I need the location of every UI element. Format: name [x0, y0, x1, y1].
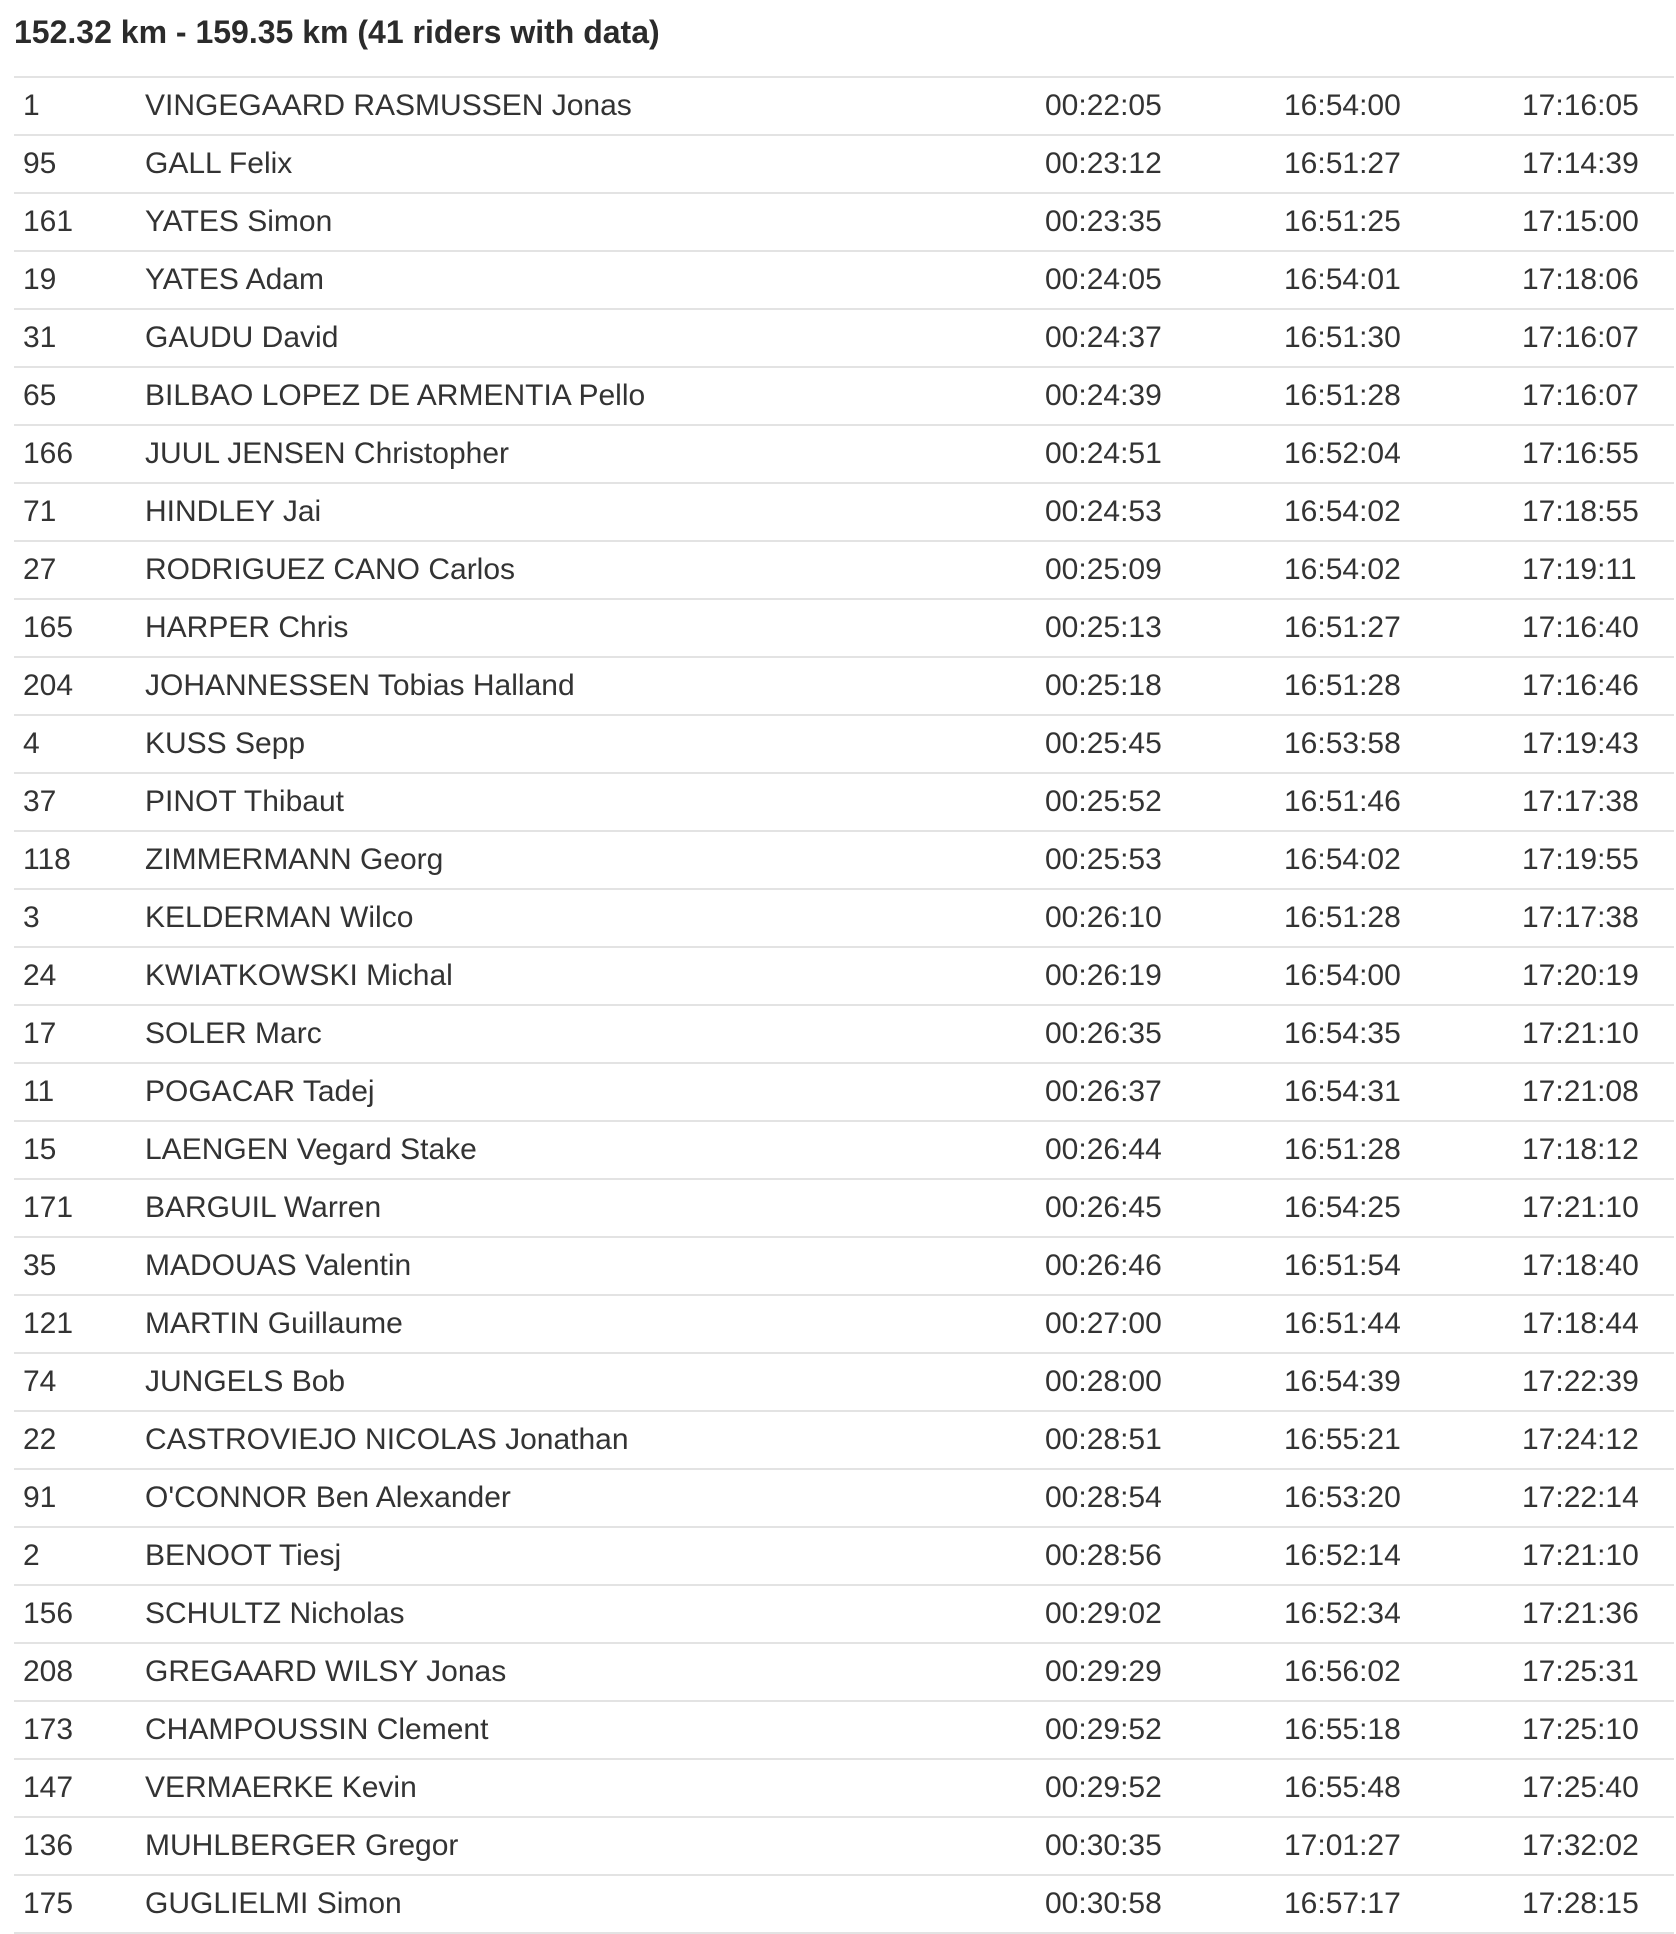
- rider-number: 175: [23, 1887, 74, 1920]
- rider-name: PINOT Thibaut: [145, 785, 344, 818]
- rider-name: RODRIGUEZ CANO Carlos: [145, 553, 516, 586]
- rider-number: 165: [23, 611, 74, 644]
- start-time: 16:51:25: [1284, 205, 1401, 238]
- results-table: [14, 76, 1674, 1934]
- rider-number: 71: [23, 495, 57, 528]
- end-time: 17:18:12: [1522, 1133, 1639, 1166]
- rider-name: MARTIN Guillaume: [145, 1307, 403, 1340]
- table-row: [14, 1006, 1674, 1064]
- rider-name: GREGAARD WILSY Jonas: [145, 1655, 507, 1688]
- table-row: [14, 948, 1674, 1006]
- rider-name: JOHANNESSEN Tobias Halland: [145, 669, 575, 702]
- end-time: 17:14:39: [1522, 147, 1639, 180]
- start-time: 16:51:28: [1284, 669, 1401, 702]
- rider-number: 22: [23, 1423, 57, 1456]
- start-time: 16:57:17: [1284, 1887, 1401, 1920]
- start-time: 16:54:00: [1284, 89, 1401, 122]
- start-time: 16:51:27: [1284, 147, 1401, 180]
- rider-number: 37: [23, 785, 57, 818]
- rider-number: 171: [23, 1191, 74, 1224]
- end-time: 17:24:12: [1522, 1423, 1639, 1456]
- segment-time: 00:24:05: [1045, 263, 1162, 296]
- end-time: 17:22:39: [1522, 1365, 1639, 1398]
- segment-time: 00:24:39: [1045, 379, 1162, 412]
- rider-number: 74: [23, 1365, 57, 1398]
- rider-number: 27: [23, 553, 57, 586]
- start-time: 16:54:00: [1284, 959, 1401, 992]
- rider-name: VERMAERKE Kevin: [145, 1771, 417, 1804]
- segment-time: 00:28:00: [1045, 1365, 1162, 1398]
- end-time: 17:18:06: [1522, 263, 1639, 296]
- segment-time: 00:23:35: [1045, 205, 1162, 238]
- segment-time: 00:29:02: [1045, 1597, 1162, 1630]
- start-time: 16:51:46: [1284, 785, 1401, 818]
- end-time: 17:18:55: [1522, 495, 1639, 528]
- end-time: 17:21:08: [1522, 1075, 1639, 1108]
- end-time: 17:32:02: [1522, 1829, 1639, 1862]
- table-row: [14, 1818, 1674, 1876]
- start-time: 16:54:02: [1284, 843, 1401, 876]
- end-time: 17:21:10: [1522, 1539, 1639, 1572]
- segment-time: 00:29:29: [1045, 1655, 1162, 1688]
- rider-number: 156: [23, 1597, 74, 1630]
- table-row: [14, 78, 1674, 136]
- start-time: 16:54:25: [1284, 1191, 1401, 1224]
- start-time: 16:55:48: [1284, 1771, 1401, 1804]
- segment-time: 00:25:18: [1045, 669, 1162, 702]
- table-row: [14, 658, 1674, 716]
- segment-time: 00:30:35: [1045, 1829, 1162, 1862]
- start-time: 16:51:44: [1284, 1307, 1401, 1340]
- rider-number: 118: [23, 843, 71, 876]
- segment-time: 00:26:44: [1045, 1133, 1162, 1166]
- end-time: 17:25:40: [1522, 1771, 1639, 1804]
- end-time: 17:25:10: [1522, 1713, 1639, 1746]
- segment-time: 00:26:46: [1045, 1249, 1162, 1282]
- rider-number: 147: [23, 1771, 74, 1804]
- rider-name: YATES Simon: [145, 205, 333, 238]
- rider-name: JUNGELS Bob: [145, 1365, 346, 1398]
- segment-time: 00:24:53: [1045, 495, 1162, 528]
- table-row: [14, 1180, 1674, 1238]
- rider-name: YATES Adam: [145, 263, 324, 296]
- end-time: 17:20:19: [1522, 959, 1639, 992]
- start-time: 16:52:34: [1284, 1597, 1401, 1630]
- rider-number: 208: [23, 1655, 74, 1688]
- end-time: 17:19:43: [1522, 727, 1639, 760]
- end-time: 17:21:10: [1522, 1191, 1639, 1224]
- rider-name: GALL Felix: [145, 147, 293, 180]
- end-time: 17:16:46: [1522, 669, 1639, 702]
- segment-time: 00:26:37: [1045, 1075, 1162, 1108]
- end-time: 17:16:07: [1522, 379, 1639, 412]
- segment-title: 152.32 km - 159.35 km (41 riders with data): [14, 14, 660, 50]
- end-time: 17:19:55: [1522, 843, 1639, 876]
- rider-number: 15: [23, 1133, 57, 1166]
- rider-number: 1: [23, 89, 40, 122]
- rider-name: ZIMMERMANN Georg: [145, 843, 444, 876]
- end-time: 17:17:38: [1522, 901, 1639, 934]
- table-row: [14, 1586, 1674, 1644]
- segment-time: 00:29:52: [1045, 1713, 1162, 1746]
- table-row: [14, 1760, 1674, 1818]
- rider-number: 3: [23, 901, 40, 934]
- table-row: [14, 1122, 1674, 1180]
- rider-name: CASTROVIEJO NICOLAS Jonathan: [145, 1423, 629, 1456]
- rider-name: POGACAR Tadej: [145, 1075, 375, 1108]
- rider-number: 31: [23, 321, 57, 354]
- rider-name: BILBAO LOPEZ DE ARMENTIA Pello: [145, 379, 646, 412]
- table-row: [14, 1702, 1674, 1760]
- rider-name: VINGEGAARD RASMUSSEN Jonas: [145, 89, 632, 122]
- rider-name: KWIATKOWSKI Michal: [145, 959, 453, 992]
- rider-number: 2: [23, 1539, 40, 1572]
- rider-name: KUSS Sepp: [145, 727, 306, 760]
- rider-name: CHAMPOUSSIN Clement: [145, 1713, 489, 1746]
- segment-time: 00:26:10: [1045, 901, 1162, 934]
- table-row: [14, 484, 1674, 542]
- end-time: 17:16:05: [1522, 89, 1639, 122]
- table-row: [14, 832, 1674, 890]
- rider-number: 166: [23, 437, 74, 470]
- segment-time: 00:25:52: [1045, 785, 1162, 818]
- table-row: [14, 310, 1674, 368]
- end-time: 17:18:44: [1522, 1307, 1639, 1340]
- rider-name: MUHLBERGER Gregor: [145, 1829, 459, 1862]
- rider-name: BARGUIL Warren: [145, 1191, 382, 1224]
- rider-name: JUUL JENSEN Christopher: [145, 437, 509, 470]
- table-row: [14, 1528, 1674, 1586]
- start-time: 16:55:18: [1284, 1713, 1401, 1746]
- rider-name: SOLER Marc: [145, 1017, 322, 1050]
- start-time: 16:51:28: [1284, 1133, 1401, 1166]
- rider-number: 95: [23, 147, 57, 180]
- segment-time: 00:29:52: [1045, 1771, 1162, 1804]
- rider-number: 204: [23, 669, 74, 702]
- segment-time: 00:22:05: [1045, 89, 1162, 122]
- rider-name: MADOUAS Valentin: [145, 1249, 412, 1282]
- rider-name: SCHULTZ Nicholas: [145, 1597, 405, 1630]
- end-time: 17:25:31: [1522, 1655, 1639, 1688]
- rider-number: 11: [23, 1075, 55, 1108]
- segment-time: 00:28:54: [1045, 1481, 1162, 1514]
- end-time: 17:16:07: [1522, 321, 1639, 354]
- table-row: [14, 1238, 1674, 1296]
- segment-time: 00:26:19: [1045, 959, 1162, 992]
- start-time: 16:54:39: [1284, 1365, 1401, 1398]
- rider-number: 161: [23, 205, 74, 238]
- start-time: 16:51:27: [1284, 611, 1401, 644]
- rider-name: KELDERMAN Wilco: [145, 901, 414, 934]
- segment-time: 00:26:35: [1045, 1017, 1162, 1050]
- end-time: 17:22:14: [1522, 1481, 1639, 1514]
- segment-time: 00:25:13: [1045, 611, 1162, 644]
- rider-name: LAENGEN Vegard Stake: [145, 1133, 477, 1166]
- segment-time: 00:28:56: [1045, 1539, 1162, 1572]
- rider-number: 17: [23, 1017, 57, 1050]
- table-row: [14, 1296, 1674, 1354]
- segment-time: 00:25:45: [1045, 727, 1162, 760]
- rider-number: 24: [23, 959, 57, 992]
- rider-number: 19: [23, 263, 57, 296]
- start-time: 16:51:28: [1284, 379, 1401, 412]
- rider-number: 35: [23, 1249, 57, 1282]
- table-row: [14, 136, 1674, 194]
- rider-name: HARPER Chris: [145, 611, 349, 644]
- segment-time: 00:25:53: [1045, 843, 1162, 876]
- rider-number: 4: [23, 727, 40, 760]
- start-time: 16:55:21: [1284, 1423, 1401, 1456]
- table-row: [14, 252, 1674, 310]
- start-time: 16:51:54: [1284, 1249, 1401, 1282]
- table-row: [14, 1064, 1674, 1122]
- segment-time: 00:26:45: [1045, 1191, 1162, 1224]
- table-row: [14, 194, 1674, 252]
- rider-name: GAUDU David: [145, 321, 339, 354]
- start-time: 16:54:01: [1284, 263, 1401, 296]
- end-time: 17:21:10: [1522, 1017, 1639, 1050]
- end-time: 17:19:11: [1522, 553, 1637, 586]
- segment-time: 00:25:09: [1045, 553, 1162, 586]
- start-time: 16:56:02: [1284, 1655, 1401, 1688]
- segment-time: 00:30:58: [1045, 1887, 1162, 1920]
- table-row: [14, 426, 1674, 484]
- start-time: 16:54:31: [1284, 1075, 1401, 1108]
- segment-time: 00:23:12: [1045, 147, 1162, 180]
- end-time: 17:17:38: [1522, 785, 1639, 818]
- table-row: [14, 368, 1674, 426]
- table-row: [14, 890, 1674, 948]
- end-time: 17:21:36: [1522, 1597, 1639, 1630]
- start-time: 16:51:28: [1284, 901, 1401, 934]
- table-row: [14, 716, 1674, 774]
- start-time: 16:54:35: [1284, 1017, 1401, 1050]
- end-time: 17:16:40: [1522, 611, 1639, 644]
- start-time: 16:54:02: [1284, 495, 1401, 528]
- end-time: 17:15:00: [1522, 205, 1639, 238]
- segment-time: 00:28:51: [1045, 1423, 1162, 1456]
- segment-time: 00:27:00: [1045, 1307, 1162, 1340]
- start-time: 16:53:20: [1284, 1481, 1401, 1514]
- rider-name: GUGLIELMI Simon: [145, 1887, 402, 1920]
- table-row: [14, 542, 1674, 600]
- segment-time: 00:24:37: [1045, 321, 1162, 354]
- start-time: 16:54:02: [1284, 553, 1401, 586]
- table-row: [14, 1876, 1674, 1934]
- table-row: [14, 600, 1674, 658]
- rider-number: 91: [23, 1481, 57, 1514]
- rider-number: 65: [23, 379, 57, 412]
- rider-name: O'CONNOR Ben Alexander: [145, 1481, 511, 1514]
- start-time: 16:51:30: [1284, 321, 1401, 354]
- end-time: 17:16:55: [1522, 437, 1639, 470]
- start-time: 17:01:27: [1284, 1829, 1401, 1862]
- rider-name: HINDLEY Jai: [145, 495, 322, 528]
- table-row: [14, 1644, 1674, 1702]
- start-time: 16:52:04: [1284, 437, 1401, 470]
- segment-time: 00:24:51: [1045, 437, 1162, 470]
- table-row: [14, 1412, 1674, 1470]
- rider-name: BENOOT Tiesj: [145, 1539, 342, 1572]
- table-row: [14, 1470, 1674, 1528]
- end-time: 17:18:40: [1522, 1249, 1639, 1282]
- rider-number: 121: [23, 1307, 74, 1340]
- rider-number: 136: [23, 1829, 74, 1862]
- start-time: 16:52:14: [1284, 1539, 1401, 1572]
- end-time: 17:28:15: [1522, 1887, 1639, 1920]
- table-row: [14, 774, 1674, 832]
- table-row: [14, 1354, 1674, 1412]
- start-time: 16:53:58: [1284, 727, 1401, 760]
- rider-number: 173: [23, 1713, 74, 1746]
